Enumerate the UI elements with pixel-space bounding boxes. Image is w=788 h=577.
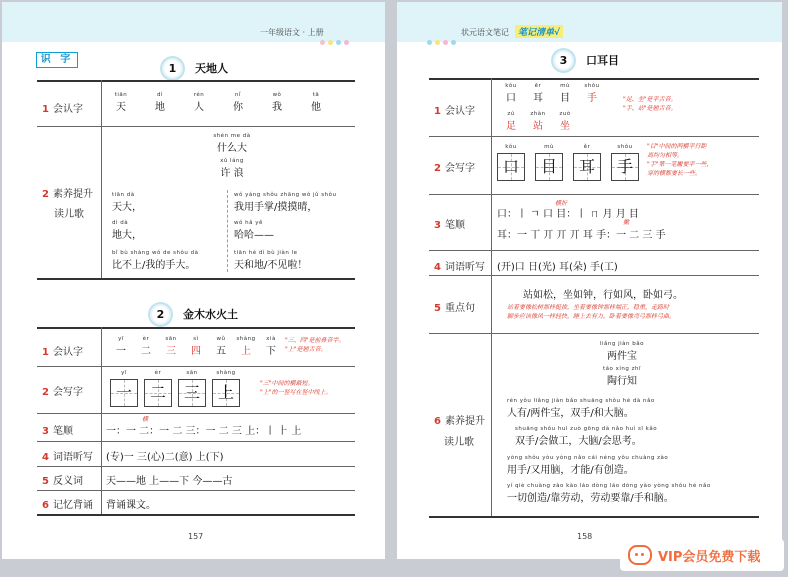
character: 下 [266,346,276,357]
poem-line: dì dà 地大， [112,220,142,241]
vip-watermark[interactable] [620,539,784,571]
row-label: 2 素养提升 [42,189,93,200]
char-cell [256,336,286,357]
char-cell [496,111,526,132]
character: 足 [506,121,516,132]
pinyin: sì [193,336,199,342]
annotation: "三、四"是前鼻音字。 "上"是翘舌音。 [285,337,345,353]
annotation: "三"中间的横最短。 "上"的一竖写在竖中线上。 [260,380,332,396]
pinyin: shàng [236,336,256,342]
pinyin: ěr [534,83,542,89]
lesson-3-title [553,50,619,71]
lesson-number: 2 [150,304,171,325]
pinyin: èr [142,336,150,342]
grid-character: 三 [183,383,200,402]
lesson-title-text: 口耳目 [586,54,619,67]
poem-line: yí qiè chuàng zào kào láo dòng láo dòng yào yòng shǒu hé nǎo 一切创造/靠劳动，劳动要靠/手和脑。 [507,483,711,504]
pinyin: wǒ [272,92,282,98]
right-header-dots [427,30,459,49]
grid-character: 目 [540,157,557,176]
pinyin: kǒu [505,144,517,150]
table-column-divider [101,80,102,278]
row-divider [429,194,759,195]
pinyin: shǒu [617,144,633,150]
grid-character: 上 [217,383,234,402]
char-cell [223,92,253,113]
right-header-title: 状元语文笔记 [461,28,509,37]
row-label: 4 词语听写 [42,452,93,463]
character: 耳 [533,93,543,104]
header-dot [443,40,448,45]
pinyin: wǔ [216,336,226,342]
table-bottom-border [37,278,355,280]
pinyin: zhàn [530,111,546,117]
char-cell [106,92,136,113]
row-label: 5 重点句 [434,303,475,314]
lesson-number: 3 [553,50,574,71]
row-divider [37,413,355,414]
grid-character: 二 [149,383,166,402]
dictation: (开)口 日(光) 耳(朵) 手(工) [497,262,618,273]
character: 手 [587,93,597,104]
lesson-2-title [150,304,238,325]
character: 人 [194,102,204,113]
left-page [2,2,385,559]
grid-character: 耳 [578,157,595,176]
char-cell [523,83,553,104]
char-cell [262,92,292,113]
pinyin: èr [154,370,162,376]
row-divider [429,333,759,334]
pinyin: xià [266,336,276,342]
grid-character: 一 [115,383,132,402]
table-column-divider [491,78,492,516]
annotation: 撇 [623,219,630,226]
row-label: 4 词语听写 [434,262,485,273]
grid-character: 口 [502,157,519,176]
table-top-border [37,327,355,329]
char-cell [523,111,553,132]
lesson-title-text: 天地人 [195,62,228,75]
header-dot [336,40,341,45]
right-page [397,2,782,559]
writing-grid [573,153,601,181]
row-label: 6 记忆背诵 [42,500,93,511]
annotation: 横 [142,416,149,423]
character: 目 [560,93,570,104]
row-label: 2 会写字 [42,387,83,398]
char-cell [550,83,580,104]
annotation: 站着要像松树那样挺拔，坐着要像钟那样端正，稳重，走路时 脚步应该像风一样轻快，睡上去有力，卧着要像弯弓那样弓曲。 [507,304,676,320]
row-label: 6 素养提升 [434,416,485,427]
pinyin: sān [186,370,198,376]
row-sub-label: 读儿歌 [54,209,84,220]
character: 口 [506,93,516,104]
row-label: 2 会写字 [434,163,475,174]
char-cell [184,92,214,113]
poem-title: liǎng jiàn bǎo 两件宝 táo xíng zhī 陶行知 [599,341,645,387]
table-bottom-border [37,514,355,516]
poem-line: rén yǒu liǎng jiàn bǎo shuāng shǒu hé dà nǎo 人有/两件宝，双手/和大脑。 [507,398,655,419]
table-bottom-border [429,516,759,518]
char-cell [145,92,175,113]
stroke-order-line: 耳：一 丅 丌 丌 丌 耳 手：一 二 三 手 [497,230,666,241]
writing-grid [535,153,563,181]
row-label: 3 笔顺 [42,426,73,437]
writing-grid [212,379,240,407]
writing-grid [178,379,206,407]
poem-line: wǒ hǎ yě 哈哈—— [234,220,274,241]
character: 你 [233,102,243,113]
grid-character: 手 [616,157,633,176]
antonyms: 天——地 上——下 今——古 [106,476,233,487]
pinyin: nǐ [234,92,241,98]
pinyin: yī [121,370,127,376]
pinyin: mù [560,83,570,89]
row-divider [37,466,355,467]
stroke-order-line: 口：丨 ㄱ 口 目：丨 ㄇ 月 月 目 [497,209,639,220]
left-header-dots [320,30,352,49]
character: 天 [116,102,126,113]
poem-line: bǐ bù shàng wǒ de shǒu dà 比不上/我的手大。 [112,250,199,271]
header-dot [328,40,333,45]
character: 上 [241,346,251,357]
annotation: "目"中间的两横平行距 离均匀相等。 "手"第一笔撇要平一些， 穿的横都要长一些。 [647,143,713,177]
right-header [397,2,782,42]
character: 五 [216,346,226,357]
poem-line: wǒ yáng shǒu zhāng wǒ jǔ shǒu 我用手掌/摸摸晴， [234,192,337,213]
row-divider [37,366,355,367]
pinyin: sān [165,336,177,342]
character: 他 [311,102,321,113]
pinyin: yī [118,336,124,342]
pinyin: dì [156,92,164,98]
table-top-border [37,80,355,82]
writing-grid [144,379,172,407]
character: 一 [116,346,126,357]
row-sub-label: 读儿歌 [444,437,474,448]
character: 四 [191,346,201,357]
key-sentence: 站如松，坐如钟，行如风，卧如弓。 [523,290,683,301]
left-header-title: 一年级语文 · 上册 [260,28,324,37]
poem-line: tiān dà 天大， [112,192,142,213]
character: 二 [141,346,151,357]
character: 站 [533,121,543,132]
poem-line: yòng shǒu yòu yòng nǎo cái néng yǒu chuàng zào 用手/又用脑，才能/有创造。 [507,455,669,476]
page-number: 157 [188,532,204,541]
row-label: 1 会认字 [42,104,83,115]
header-dot [320,40,325,45]
pinyin: rén [193,92,205,98]
annotation: 横折 [555,200,568,207]
stroke-order: 一：一 二：一 二 三：一 二 三 上：丨 ⺊ 上 [106,426,302,437]
pinyin: zú [507,111,515,117]
row-divider [429,136,759,137]
row-divider [37,490,355,491]
pinyin: mù [544,144,554,150]
writing-grid [497,153,525,181]
table-top-border [429,78,759,80]
lesson-1-title [162,58,228,79]
writing-grid [110,379,138,407]
header-dot [344,40,349,45]
left-header [2,2,385,42]
character: 坐 [560,121,570,132]
pinyin: shǒu [584,83,600,89]
row-label: 1 会认字 [434,106,475,117]
row-label: 3 笔顺 [434,220,465,231]
page-number: 158 [577,532,593,541]
poem-title: shén me dà 什么大 xǔ láng 许 浪 [213,133,251,179]
lesson-number: 1 [162,58,183,79]
writing-grid [611,153,639,181]
pinyin: kǒu [505,83,517,89]
row-label: 1 会认字 [42,347,83,358]
notes-tag: 笔记清单√ [515,25,563,38]
pinyin: tiān [114,92,128,98]
character: 我 [272,102,282,113]
char-cell [496,83,526,104]
header-dot [427,40,432,45]
vip-text: VIP会员免费下载 [658,550,761,565]
poem-line: tiān hé dì bù jiàn le 天和地/不见啦！ [234,250,308,271]
annotation: "足、坐"是平舌音。 "手、站"是翘舌音。 [623,96,677,112]
character: 三 [166,346,176,357]
header-dot [435,40,440,45]
pinyin: tā [312,92,320,98]
pinyin: shàng [216,370,236,376]
row-label: 5 反义词 [42,476,83,487]
pinyin: ěr [583,144,591,150]
lesson-title-text: 金木水火土 [183,308,238,321]
row-divider [37,126,355,127]
pinyin: zuò [559,111,571,117]
row-divider [429,275,759,276]
row-divider [37,441,355,442]
char-cell [577,83,607,104]
section-tag: 识 字 [36,52,78,68]
char-cell [301,92,331,113]
row-divider [429,250,759,251]
character: 地 [155,102,165,113]
char-cell [550,111,580,132]
poem-divider [227,190,228,272]
recitation: 背诵课文。 [106,500,156,511]
header-dot [451,40,456,45]
poem-line: shuāng shǒu huì zuò gōng dà nǎo huì sī kǎo 双手/会做工，大脑/会思考。 [515,426,658,447]
table-column-divider [101,327,102,516]
chat-bubble-icon [628,545,652,565]
dictation: (专)一 三(心)二(意) 上(下) [106,452,224,463]
